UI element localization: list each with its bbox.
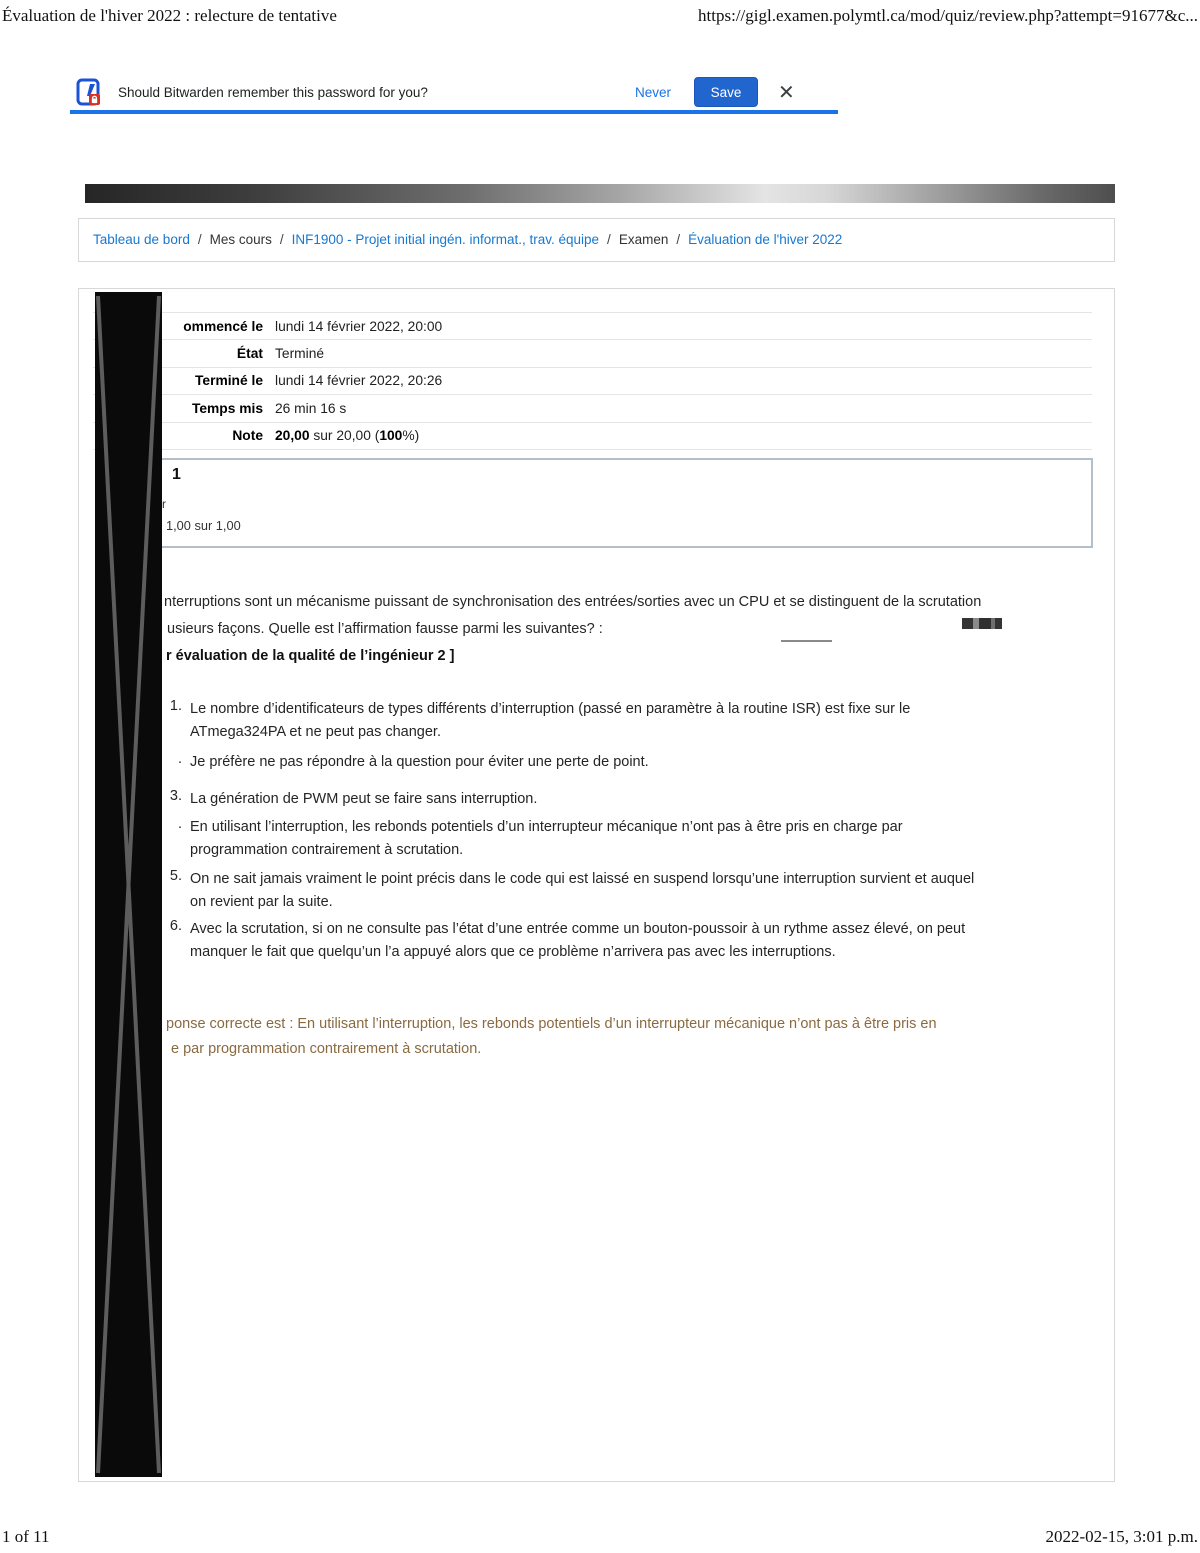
table-row [93,394,1092,421]
option-marker: 3. [169,788,182,804]
close-icon[interactable]: ✕ [778,82,795,104]
answer-option [152,868,1102,914]
question-number: 1 [172,466,181,483]
summary-row-value: lundi 14 février 2022, 20:00 [275,318,443,334]
attempt-summary-table [93,312,1092,450]
question-text-line1: nterruptions sont un mécanisme puissant de synchronisation des entrées/sorties avec un CPU et se distinguent de la scrutation [164,594,982,610]
breadcrumb-separator: / [607,232,611,247]
nav-gradient-bar [85,184,1115,203]
answer-option [152,751,1102,774]
page-footer-timestamp: 2022-02-15, 3:01 p.m. [1045,1527,1198,1546]
breadcrumb-text: Examen [618,232,669,247]
summary-row-value: lundi 14 février 2022, 20:26 [275,373,443,389]
summary-row-label: État [236,346,263,362]
table-row [93,367,1092,394]
redaction-underline [781,640,832,642]
breadcrumb-separator: / [197,232,202,247]
answer-option [152,918,1102,964]
question-status: r [162,497,166,511]
redaction-bar [95,292,162,1477]
answer-option [152,816,1102,862]
option-text: Le nombre d’identificateurs de types différents d’interruption (passé en paramètre à la routine ISR) est fixe sur le ATmega324PA et ne peut pas changer. [190,701,911,740]
option-marker: 1. [169,698,182,714]
option-text: En utilisant l’interruption, les rebonds potentiels d’un interrupteur mécanique n’ont pas à être pris en charge par programmation contrairement à scrutation. [190,819,903,858]
breadcrumb-separator: / [676,232,681,247]
breadcrumb-link[interactable]: Évaluation de l'hiver 2022 [688,232,843,247]
question-grade: 1,00 sur 1,00 [166,518,241,533]
table-row [93,422,1092,450]
redaction-smudge [962,618,1002,629]
feedback-line2: e par programmation contrairement à scrutation. [171,1041,482,1057]
breadcrumb-box [78,218,1115,262]
option-marker: 6. [169,918,182,934]
summary-row-value: 20,00 sur 20,00 (100%) [275,428,420,444]
print-header-title: Évaluation de l'hiver 2022 : relecture de tentative [2,6,337,25]
summary-row-label: ommencé le [183,318,263,334]
option-text: Avec la scrutation, si on ne consulte pas l’état d’une entrée comme un bouton-poussoir à un rythme assez élevé, on peut manquer le fait que quelqu’un l’a appuyé alors que ce problème n’arrivera pas avec les interruptions. [190,921,966,960]
bitwarden-icon [76,78,102,113]
breadcrumb-link[interactable]: INF1900 - Projet initial ingén. informat., trav. équipe [291,232,600,247]
print-header-url: https://gigl.examen.polymtl.ca/mod/quiz/review.php?attempt=91677&c... [698,6,1198,25]
option-text: La génération de PWM peut se faire sans interruption. [190,791,538,807]
option-marker: 5. [169,868,182,884]
bitwarden-accent-line [70,110,838,114]
question-text-line2: usieurs façons. Quelle est l’affirmation fausse parmi les suivantes? : [167,621,603,637]
table-row [93,312,1092,339]
summary-row-value: 26 min 16 s [275,400,347,416]
answer-option [152,698,1102,744]
summary-row-label: Temps mis [191,400,263,416]
bitwarden-message: Should Bitwarden remember this password for you? [118,85,428,100]
bitwarden-notification-bar [60,74,850,114]
breadcrumb-link[interactable]: Tableau de bord [93,232,190,247]
option-text: On ne sait jamais vraiment le point précis dans le code qui est laissé en suspend lorsqu’une interruption survient et auquel on revient par la suite. [190,871,975,910]
never-button[interactable]: Never [635,85,672,100]
answer-option [152,788,1102,811]
summary-row-label: Note [232,428,263,444]
summary-row-label: Terminé le [195,373,263,389]
page-footer-page: 1 of 11 [2,1527,50,1546]
option-text: Je préfère ne pas répondre à la question pour éviter une perte de point. [190,754,649,770]
feedback-line1: ponse correcte est : En utilisant l’interruption, les rebonds potentiels d’un interrupteur mécanique n’ont pas à être pris en [166,1016,937,1032]
summary-row-value: Terminé [275,346,325,362]
table-row [93,339,1092,366]
option-marker: . [177,816,182,832]
redaction-x-icon [95,292,162,1477]
breadcrumb-text: Mes cours [209,232,272,247]
save-button[interactable]: Save [694,77,758,107]
breadcrumb-separator: / [279,232,284,247]
question-tag-line: r évaluation de la qualité de l’ingénieur 2 ] [166,648,455,664]
breadcrumb [93,232,842,247]
question-info-box [160,458,1093,548]
option-marker: . [177,751,182,767]
